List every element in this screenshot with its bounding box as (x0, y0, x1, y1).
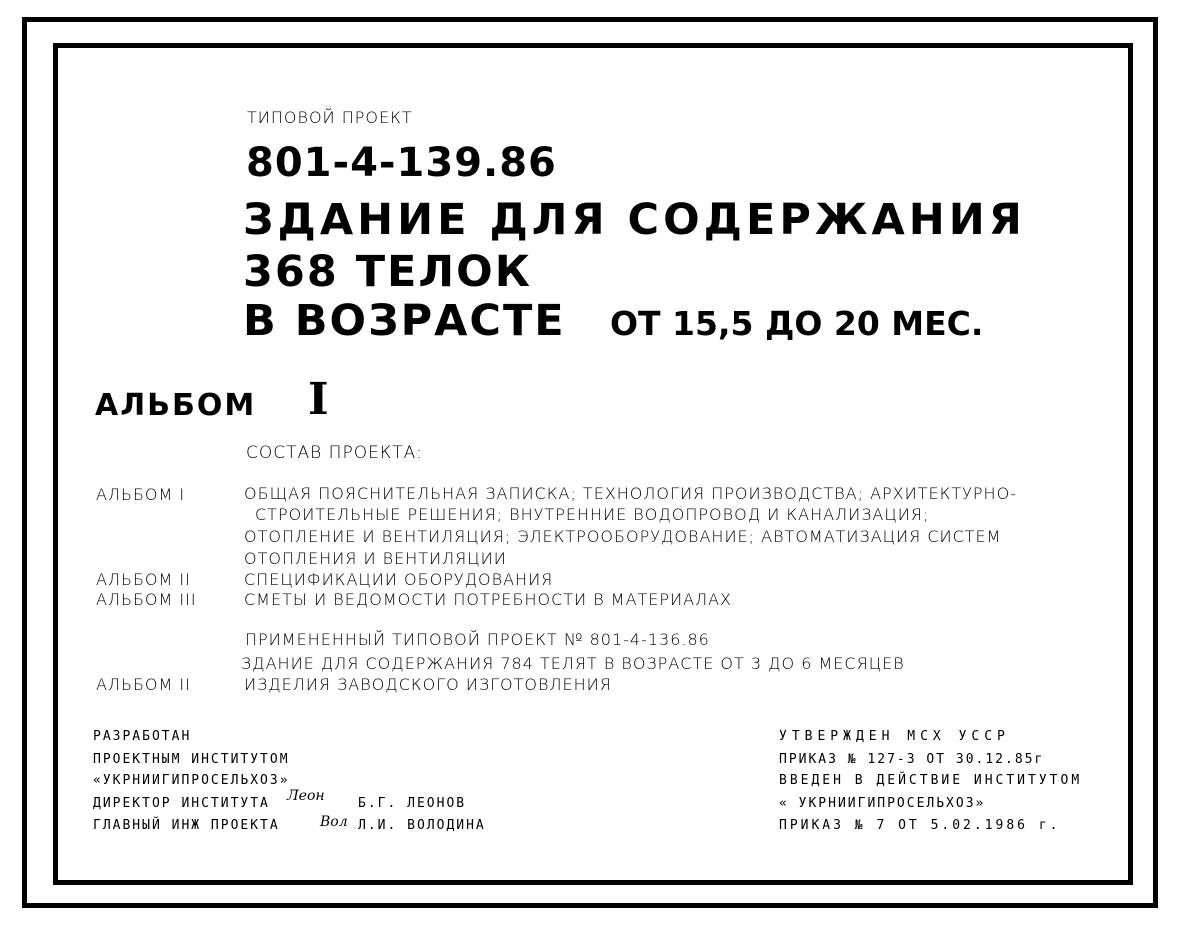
contents-item-album: АЛЬБОМ III (96, 590, 197, 609)
director-role: ДИРЕКТОР ИНСТИТУТА (93, 796, 270, 811)
contents-item-album: АЛЬБОМ II (96, 570, 191, 589)
approved-line-2: ПРИКАЗ № 127-3 ОТ 30.12.85г (779, 752, 1045, 767)
approved-line-3: ВВЕДЕН В ДЕЙСТВИЕ ИНСТИТУТОМ (779, 773, 1083, 788)
title-line-3b: ОТ 15,5 ДО 20 МЕС. (610, 304, 984, 343)
contents-heading: СОСТАВ ПРОЕКТА: (246, 443, 424, 463)
applied-project-label: ПРИМЕНЕННЫЙ ТИПОВОЙ ПРОЕКТ № 801-4-136.86 (245, 630, 710, 649)
contents-item-line: СМЕТЫ И ВЕДОМОСТИ ПОТРЕБНОСТИ В МАТЕРИАЛАХ (244, 590, 733, 609)
project-number: 801-4-139.86 (246, 140, 557, 186)
developed-line-1: РАЗРАБОТАН (93, 729, 192, 744)
chief-engineer-name: Л.И. ВОЛОДИНА (358, 818, 486, 833)
contents-item-album: АЛЬБОМ I (96, 485, 186, 504)
chief-engineer-signature: Вол (320, 814, 348, 830)
applied-project-desc: ИЗДЕЛИЯ ЗАВОДСКОГО ИЗГОТОВЛЕНИЯ (244, 675, 612, 694)
contents-item-line: ОТОПЛЕНИЕ И ВЕНТИЛЯЦИЯ; ЭЛЕКТРООБОРУДОВАНИЕ; АВТОМАТИЗАЦИЯ СИСТЕМ (244, 527, 1002, 546)
album-numeral: I (308, 374, 329, 425)
approved-line-1: УТВЕРЖДЕН МСХ УССР (779, 729, 1010, 744)
applied-project-album: АЛЬБОМ II (96, 675, 191, 694)
approved-line-5: ПРИКАЗ № 7 ОТ 5.02.1986 г. (779, 818, 1061, 833)
contents-item-line: ОТОПЛЕНИЯ И ВЕНТИЛЯЦИИ (244, 549, 507, 568)
chief-engineer-role: ГЛАВНЫЙ ИНЖ ПРОЕКТА (93, 818, 280, 833)
title-line-2: 368 ТЕЛОК (243, 247, 532, 297)
title-line-3a: В ВОЗРАСТЕ (243, 296, 566, 346)
applied-project-title: ЗДАНИЕ ДЛЯ СОДЕРЖАНИЯ 784 ТЕЛЯТ В ВОЗРАСТЕ ОТ 3 ДО 6 МЕСЯЦЕВ (241, 654, 905, 673)
contents-item-line: СТРОИТЕЛЬНЫЕ РЕШЕНИЯ; ВНУТРЕННИЕ ВОДОПРОВОД И КАНАЛИЗАЦИЯ; (255, 505, 930, 524)
director-name: Б.Г. ЛЕОНОВ (358, 796, 467, 811)
approved-line-4: « УКРНИИГИПРОСЕЛЬХОЗ» (779, 796, 986, 811)
director-signature: Леон (287, 788, 325, 804)
contents-item-line: СПЕЦИФИКАЦИИ ОБОРУДОВАНИЯ (244, 570, 554, 589)
developed-line-2: ПРОЕКТНЫМ ИНСТИТУТОМ (93, 752, 290, 767)
album-label: АЛЬБОМ (95, 388, 257, 423)
developed-line-3: «УКРНИИГИПРОСЕЛЬХОЗ» (93, 773, 290, 788)
contents-item-line: ОБЩАЯ ПОЯСНИТЕЛЬНАЯ ЗАПИСКА; ТЕХНОЛОГИЯ ПРОИЗВОДСТВА; АРХИТЕКТУРНО- (244, 484, 1017, 503)
project-type-label: ТИПОВОЙ ПРОЕКТ (247, 108, 413, 127)
title-line-1: ЗДАНИЕ ДЛЯ СОДЕРЖАНИЯ (243, 195, 1026, 245)
